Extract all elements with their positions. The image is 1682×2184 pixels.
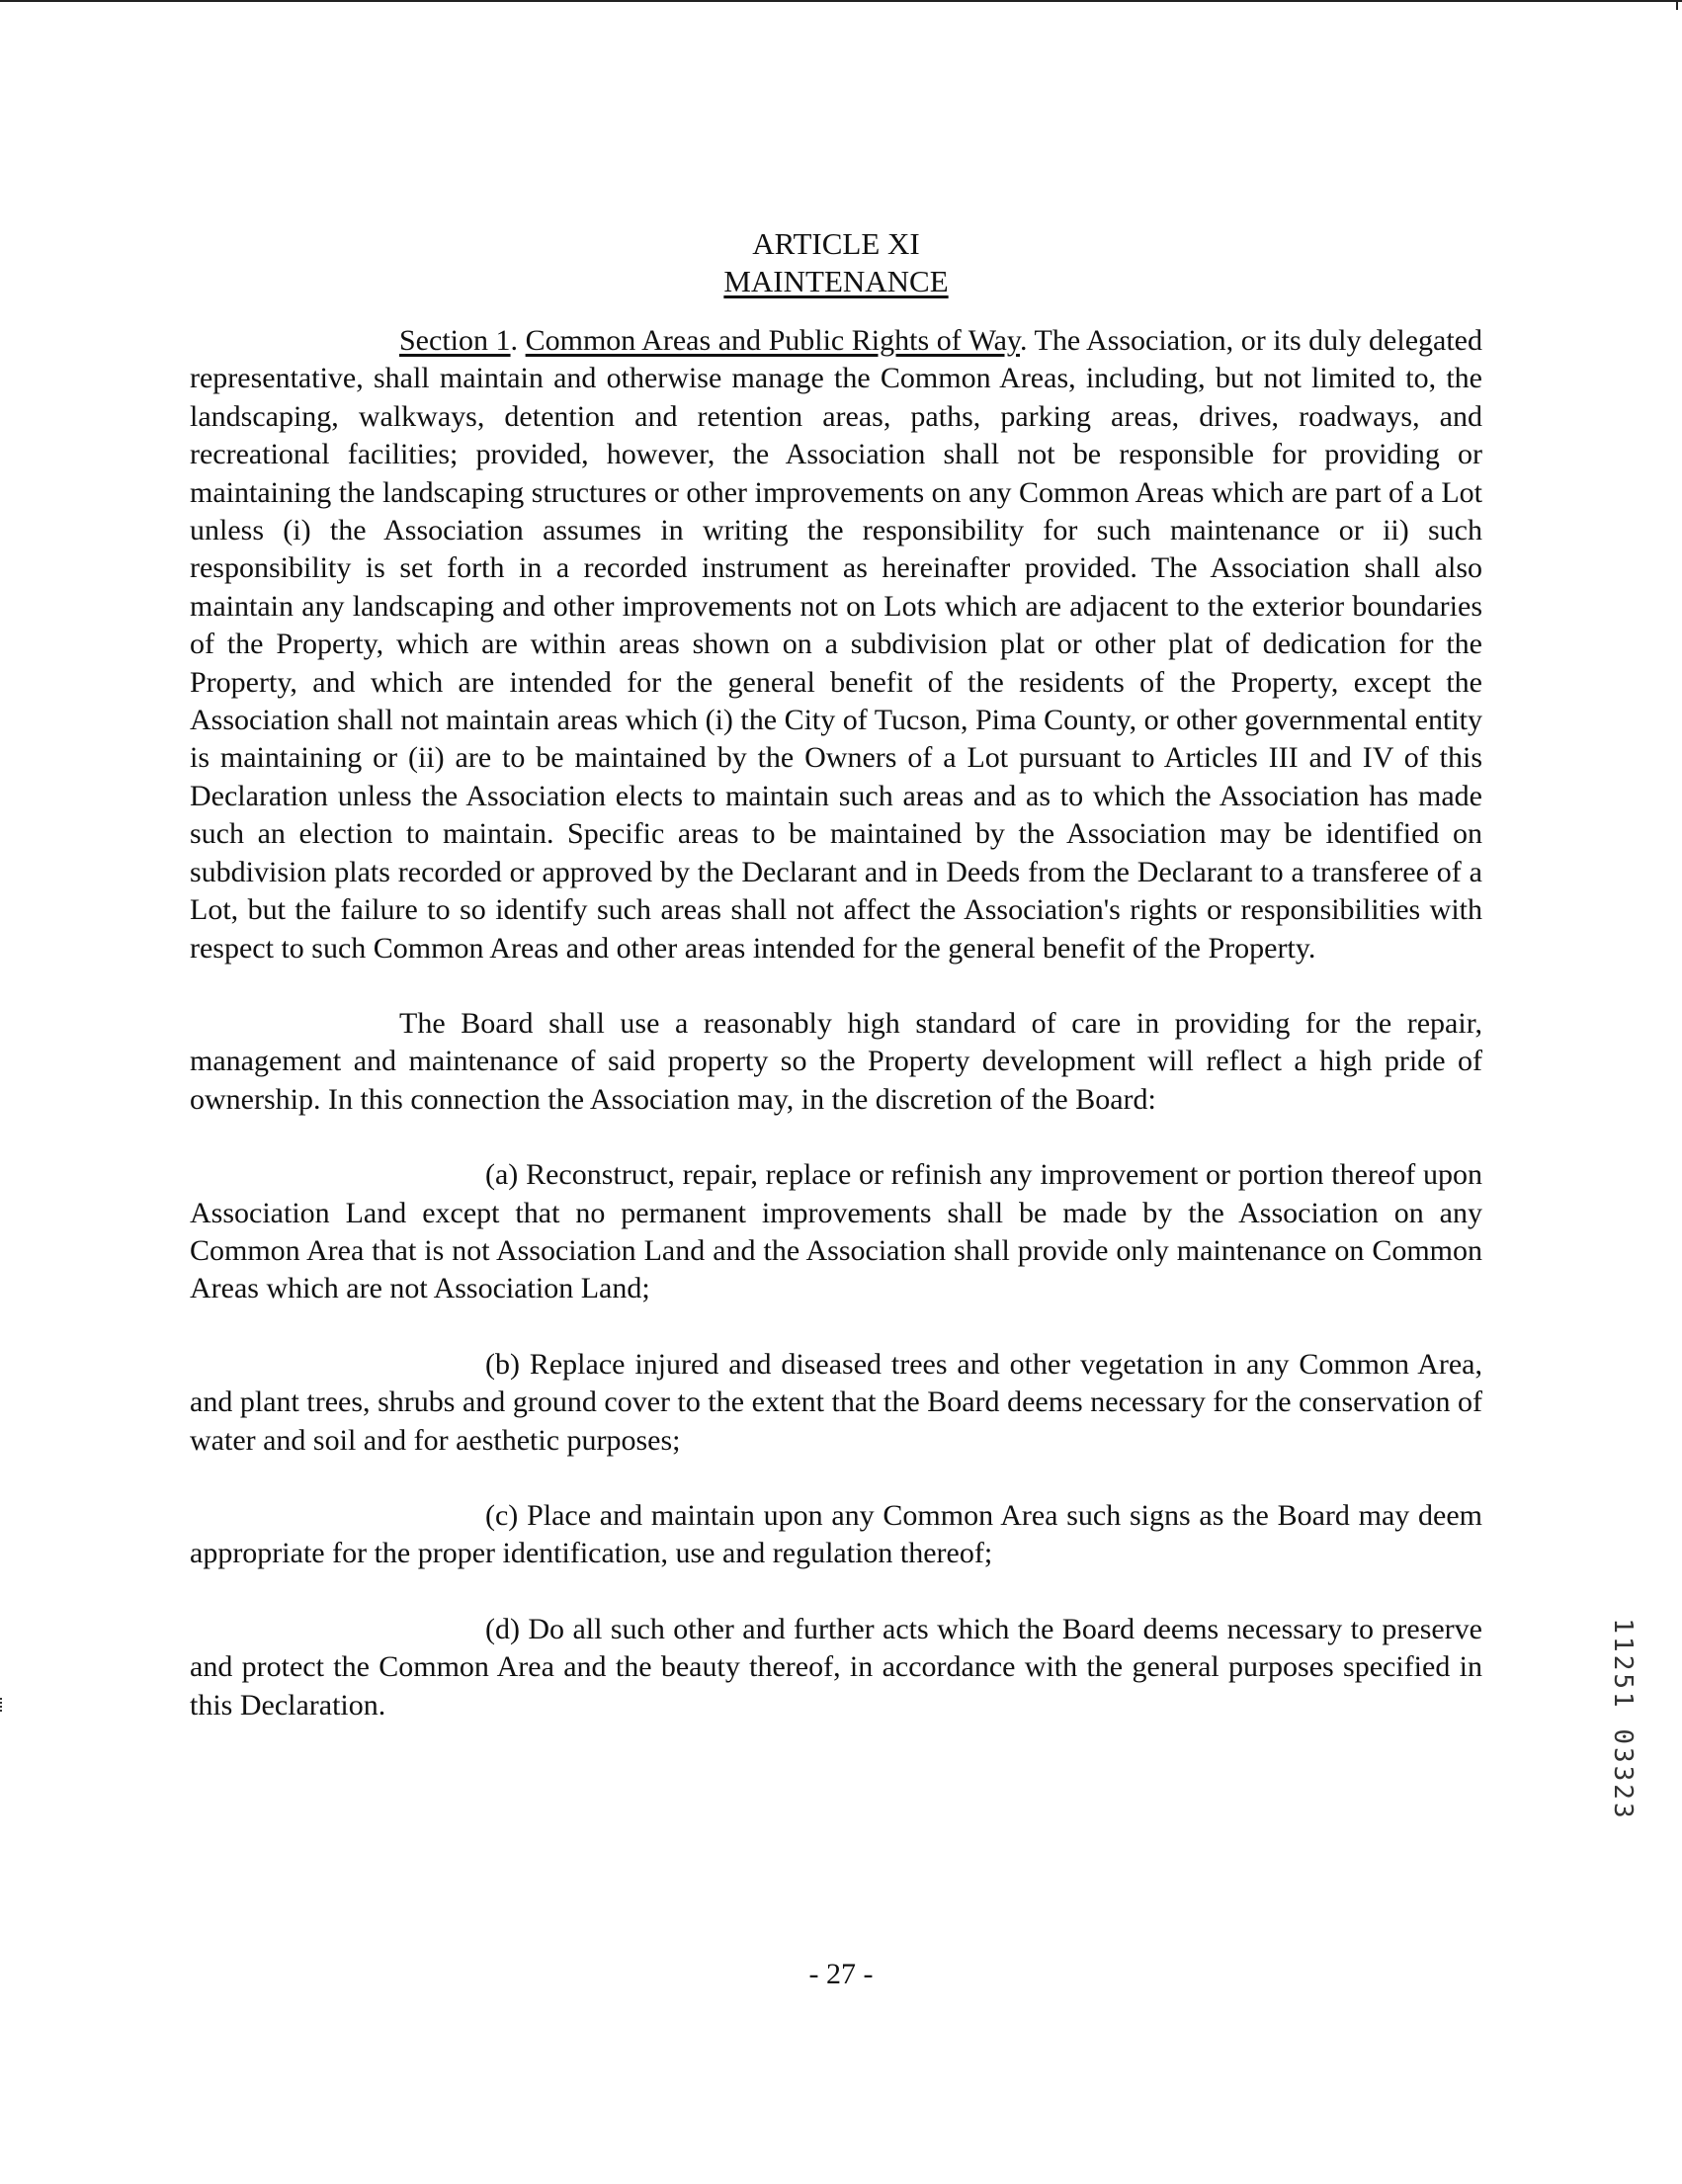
list-item-label: (a) <box>485 1158 519 1192</box>
section-title: Common Areas and Public Rights of Way <box>525 324 1020 357</box>
list-item-a <box>190 1156 1482 1308</box>
scan-top-edge <box>0 0 1682 2</box>
list-item-text: Replace injured and diseased trees and other vegetation in any Common Area, and plant trees, shrubs and ground cover to the extent that the Board deems necessary for the conservation of water and soil and for aesthetic purposes; <box>190 1347 1482 1457</box>
article-heading: ARTICLE XI <box>752 226 920 261</box>
recording-stamp <box>1603 1591 1642 1848</box>
scan-punch-mark <box>0 1698 5 1712</box>
document-page <box>190 225 1482 1724</box>
list-item-text: Place and maintain upon any Common Area such signs as the Board may deem appropriate for the proper identification, use and regulation thereof; <box>190 1498 1483 1570</box>
article-title: MAINTENANCE <box>723 264 949 298</box>
list-item-text: Reconstruct, repair, replace or refinish any improvement or portion thereof upon Association Land except that no permanent improvements shall be made by the Association on any Common Area that is not Association Land and the Association shall provide only maintenance on Common Areas which are not Association Land; <box>190 1158 1482 1305</box>
page-number: - 27 - <box>808 1958 874 1990</box>
scan-corner-mark <box>1676 0 1678 10</box>
list-item-text: Do all such other and further acts which the Board deems necessary to preserve and protect the Common Area and the beauty thereof, in accordance with the general purposes specified in this Declaration. <box>190 1612 1482 1722</box>
recording-stamp-text: 11251 03323 <box>1608 1618 1638 1821</box>
section-1-paragraph: Section 1. Common Areas and Public Rights of Way. The Association, or its duly delegated representative, shall maintain and otherwise manage the Common Areas, including, but not limited to, the landscaping, walkways, detention and retention areas, paths, parking areas, drives, roadways, and recreational facilities; provided, however, the Association shall not be responsible for providing or maintaining the landscaping structures or other improvements on any Common Areas which are part of a Lot unless (i) the Association assumes in writing the responsibility for such maintenance or ii) such responsibility is set forth in a recorded instrument as hereinafter provided. The Association shall also maintain any landscaping and other improvements not on Lots which are adjacent to the exterior boundaries of the Property, which are within areas shown on a subdivision plat or other plat of dedication for the Property, and which are intended for the general benefit of the residents of the Property, except the Association shall not maintain areas which (i) the City of Tucson, Pima County, or other governmental entity is maintaining or (ii) are to be maintained by the Owners of a Lot pursuant to Articles III and IV of this Declaration unless the Association elects to maintain such areas and as to which the Association has made such an election to maintain. Specific areas to be maintained by the Association may be identified on subdivision plats recorded or approved by the Declarant and in Deeds from the Declarant to a transferee of a Lot, but the failure to so identify such areas shall not affect the Association's rights or responsibilities with respect to such Common Areas and other areas intended for the general benefit of the Property. <box>190 324 1482 965</box>
section-1-body: The Association, or its duly delegated representative, shall maintain and otherwise manage the Common Areas, including, but not limited to, the landscaping, walkways, detention and retention areas, paths, parking areas, drives, roadways, and recreational facilities; provided, however, the Association shall not be responsible for providing or maintaining the landscaping structures or other improvements on any Common Areas which are part of a Lot unless (i) the Association assumes in writing the responsibility for such maintenance or ii) such responsibility is set forth in a recorded instrument as hereinafter provided. The Association shall also maintain any landscaping and other improvements not on Lots which are adjacent to the exterior boundaries of the Property, which are within areas shown on a subdivision plat or other plat of dedication for the Property, and which are intended for the general benefit of the residents of the Property, except the Association shall not maintain areas which (i) the City of Tucson, Pima County, or other governmental entity is maintaining or (ii) are to be maintained by the Owners of a Lot pursuant to Articles III and IV of this Declaration unless the Association elects to maintain such areas and as to which the Association has made such an election to maintain. Specific areas to be maintained by the Association may be identified on subdivision plats recorded or approved by the Declarant and in Deeds from the Declarant to a transferee of a Lot, but the failure to so identify such areas shall not affect the Association's rights or responsibilities with respect to such Common Areas and other areas intended for the general benefit of the Property. <box>190 324 1482 965</box>
list-item-b <box>190 1346 1482 1460</box>
list-item-c <box>190 1497 1482 1573</box>
section-number: Section 1 <box>399 324 511 357</box>
list-item-d <box>190 1611 1482 1724</box>
list-item-label: (c) <box>485 1498 519 1532</box>
list-item-label: (b) <box>485 1347 520 1381</box>
board-paragraph: The Board shall use a reasonably high standard of care in providing for the repair, management and maintenance of said property so the Property development will reflect a high pride of ownership. In this connection the Association may, in the discretion of the Board: <box>190 1006 1482 1116</box>
list-item-label: (d) <box>485 1612 520 1645</box>
